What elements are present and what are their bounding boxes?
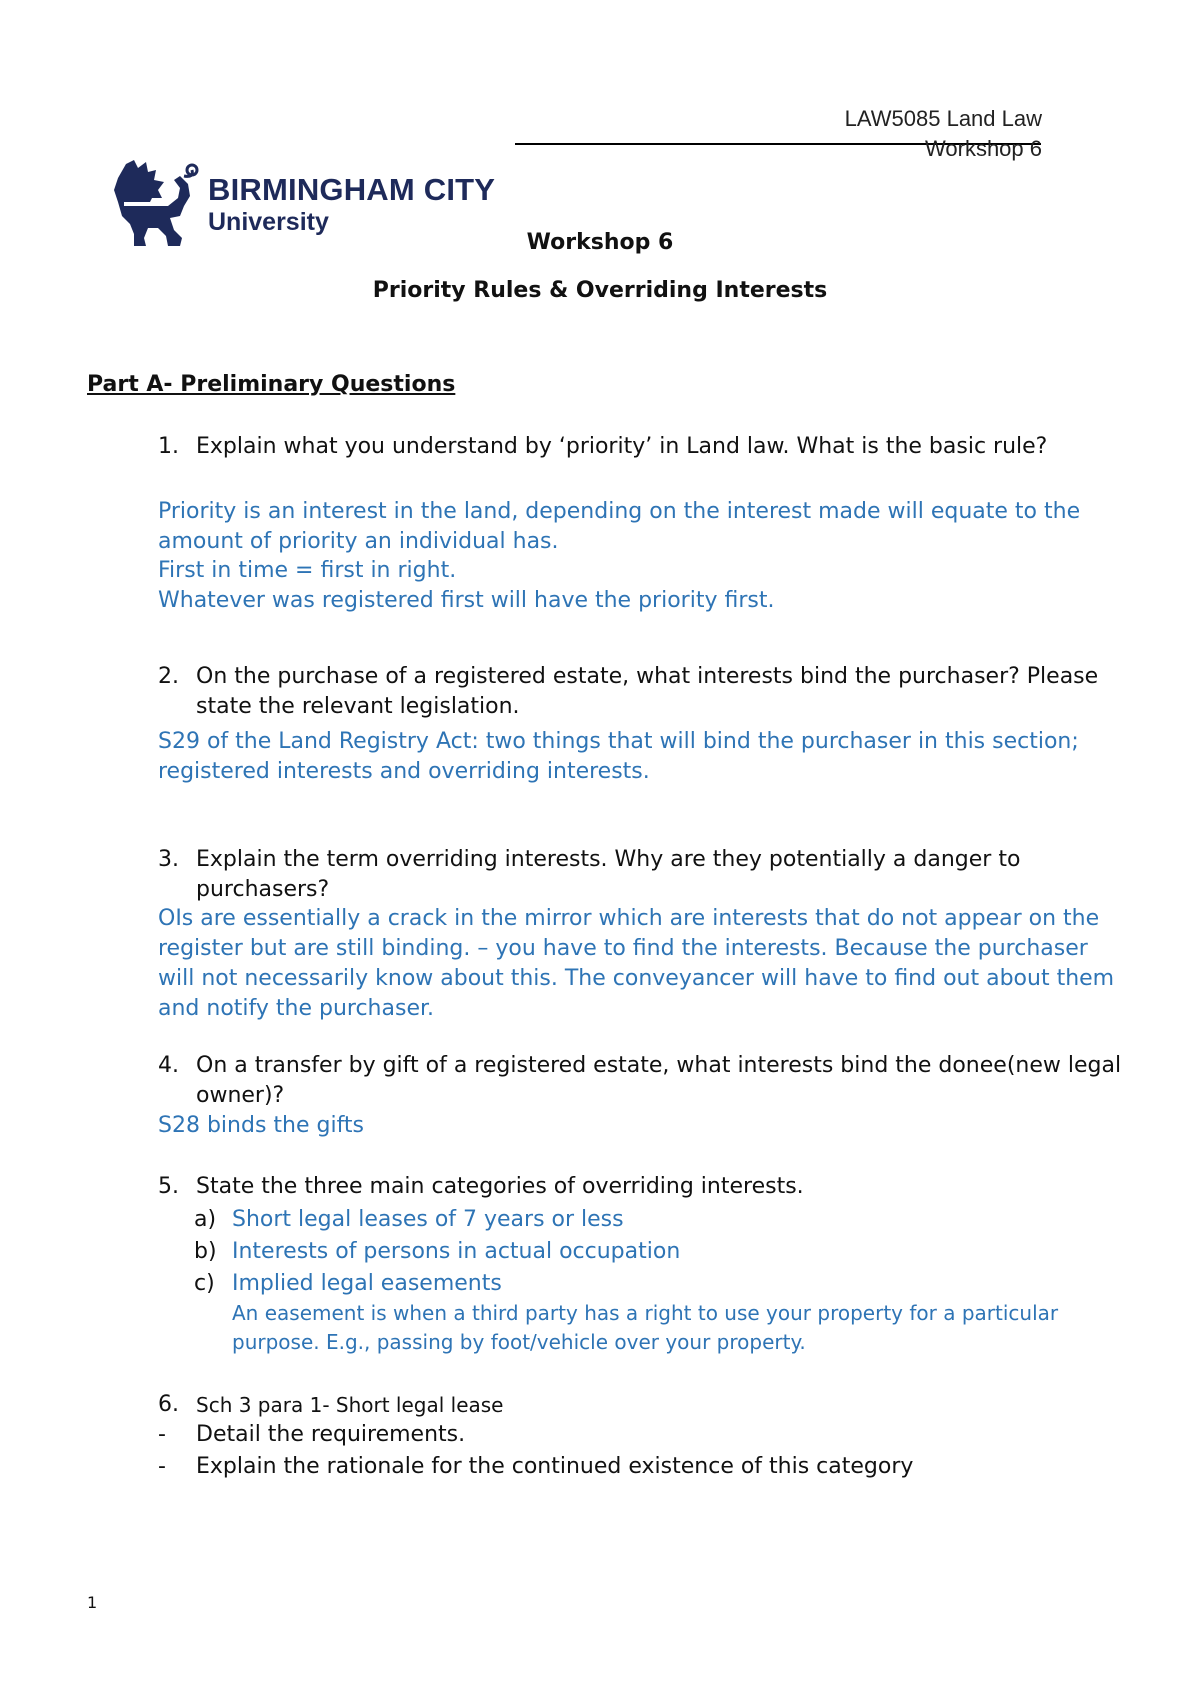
question-number: 4. — [158, 1053, 179, 1078]
question-text: On a transfer by gift of a registered estate, what interests bind the donee(new legal owner)? — [196, 1053, 1122, 1108]
question-text: Sch 3 para 1- Short legal lease — [196, 1393, 504, 1417]
list-item-letter: b) — [194, 1239, 217, 1264]
question-2 — [0, 662, 1200, 724]
list-item-text: Short legal leases of 7 years or less — [232, 1207, 624, 1232]
question-number: 1. — [158, 434, 179, 459]
list-item — [0, 1204, 1200, 1236]
question-4 — [0, 1051, 1200, 1113]
list-item — [0, 1236, 1200, 1268]
list-item-text: Interests of persons in actual occupation — [232, 1239, 681, 1264]
dash-item: - Detail the requirements. — [0, 1419, 1200, 1451]
answer-1a: Priority is an interest in the land, depending on the interest made will equate to the amount of priority an individual has. — [158, 499, 1081, 554]
dash-item-text: Explain the rationale for the continued existence of this category — [196, 1454, 914, 1479]
answer-1c: Whatever was registered first will have the priority first. — [158, 588, 775, 613]
dash-item-text: Detail the requirements. — [196, 1422, 466, 1447]
list-item — [0, 1268, 1200, 1300]
question-number: 2. — [158, 664, 179, 689]
question-text: State the three main categories of overriding interests. — [196, 1174, 804, 1199]
question-1 — [0, 432, 1200, 494]
logo-wordmark-line2: University — [208, 208, 329, 236]
workshop-header: Workshop 6 — [925, 136, 1042, 161]
question-text: On the purchase of a registered estate, what interests bind the purchaser? Please state the relevant legislation. — [196, 664, 1099, 719]
part-heading: Part A- Preliminary Questions — [87, 372, 456, 397]
list-item-letter: a) — [194, 1207, 217, 1232]
question-text: Explain what you understand by ‘priority’ in Land law. What is the basic rule? — [196, 434, 1048, 459]
question-6 — [0, 1390, 1200, 1422]
list-item-letter: c) — [194, 1271, 215, 1296]
question-number: 3. — [158, 847, 179, 872]
answer-4: S28 binds the gifts — [158, 1113, 365, 1138]
page-subtitle: Priority Rules & Overriding Interests — [372, 278, 828, 303]
question-number: 5. — [158, 1174, 179, 1199]
answer-1b: First in time = first in right. — [158, 558, 457, 583]
question-number: 6. — [158, 1392, 179, 1417]
question-5 — [0, 1172, 1200, 1204]
logo-wordmark-line1: BIRMINGHAM CITY — [208, 172, 496, 207]
answer-2: S29 of the Land Registry Act: two things that will bind the purchaser in this section; registered interests and overriding interests. — [158, 729, 1079, 784]
easement-note: An easement is when a third party has a right to use your property for a particular purpose. E.g., passing by foot/vehicle over your property. — [232, 1301, 1059, 1354]
answer-3: OIs are essentially a crack in the mirror which are interests that do not appear on the register but are still binding. – you have to find the interests. Because the purchaser will not necessarily know about this. The conveyancer will have to find out about them and notify the purchaser. — [158, 906, 1115, 1021]
dash-item: - Explain the rationale for the continued existence of this category — [0, 1451, 1200, 1483]
page-title: Workshop 6 — [526, 230, 674, 255]
page-number: 1 — [87, 1593, 98, 1612]
list-item-text: Implied legal easements — [232, 1271, 502, 1296]
question-3 — [0, 845, 1200, 907]
course-header: LAW5085 Land Law — [844, 106, 1042, 131]
question-text: Explain the term overriding interests. Why are they potentially a danger to purchasers? — [196, 847, 1021, 902]
